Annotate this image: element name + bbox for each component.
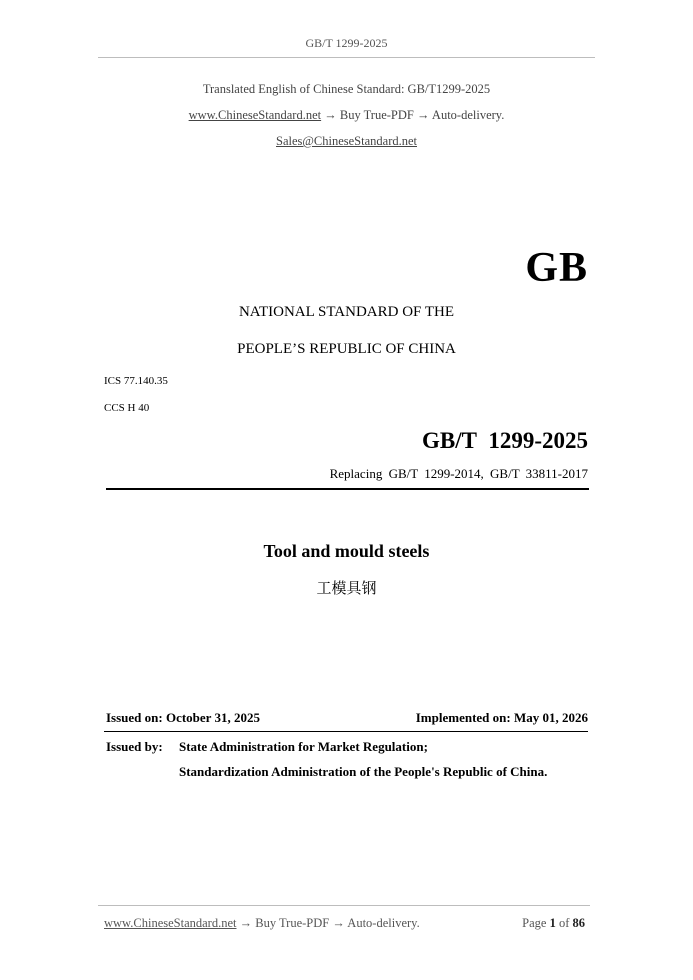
footer-purchase-line [104, 916, 420, 931]
issuer-samr: State Administration for Market Regulation; [179, 739, 428, 754]
standard-number: GB/T 1299-2025 [422, 428, 588, 453]
title-english: Tool and mould steels [263, 541, 430, 561]
ccs-code: CCS H 40 [104, 402, 150, 414]
title-divider [106, 488, 589, 490]
gb-logo: GB [525, 245, 588, 291]
running-header: GB/T 1299-2025 [305, 36, 388, 50]
page-label: Page [522, 916, 547, 930]
dates-divider [104, 731, 588, 732]
national-standard-line1: NATIONAL STANDARD OF THE [238, 304, 455, 320]
issued-by-label: Issued by: [106, 739, 163, 754]
page-of: of [558, 916, 570, 930]
footer-site-link[interactable]: www.ChineseStandard.net [104, 916, 237, 930]
issued-on-date: Issued on: October 31, 2025 [106, 710, 260, 725]
page-indicator [522, 916, 585, 931]
replacing-note: Replacing GB/T 1299-2014, GB/T 33811-2017 [329, 466, 588, 481]
issuer-sac: Standardization Administration of the People's Republic of China. [179, 764, 548, 779]
page-total: 86 [572, 916, 585, 930]
footer-divider [98, 905, 590, 906]
site-link[interactable]: www.ChineseStandard.net [188, 108, 322, 122]
page-current: 1 [549, 916, 556, 930]
footer-buy-text: → Buy True-PDF → Auto-delivery. [239, 916, 420, 930]
title-chinese: 工模具钢 [316, 581, 377, 597]
translation-note: Translated English of Chinese Standard: GB/T1299-2025 [202, 82, 491, 96]
header-divider [98, 57, 595, 58]
sales-line [0, 134, 693, 149]
sales-email-link[interactable]: Sales@ChineseStandard.net [276, 134, 417, 148]
purchase-line [0, 108, 693, 123]
ics-code: ICS 77.140.35 [104, 375, 168, 387]
national-standard-line2: PEOPLE’S REPUBLIC OF CHINA [237, 341, 456, 357]
buy-text: → Buy True-PDF → Auto-delivery. [324, 108, 505, 122]
implemented-on-date: Implemented on: May 01, 2026 [415, 710, 588, 725]
